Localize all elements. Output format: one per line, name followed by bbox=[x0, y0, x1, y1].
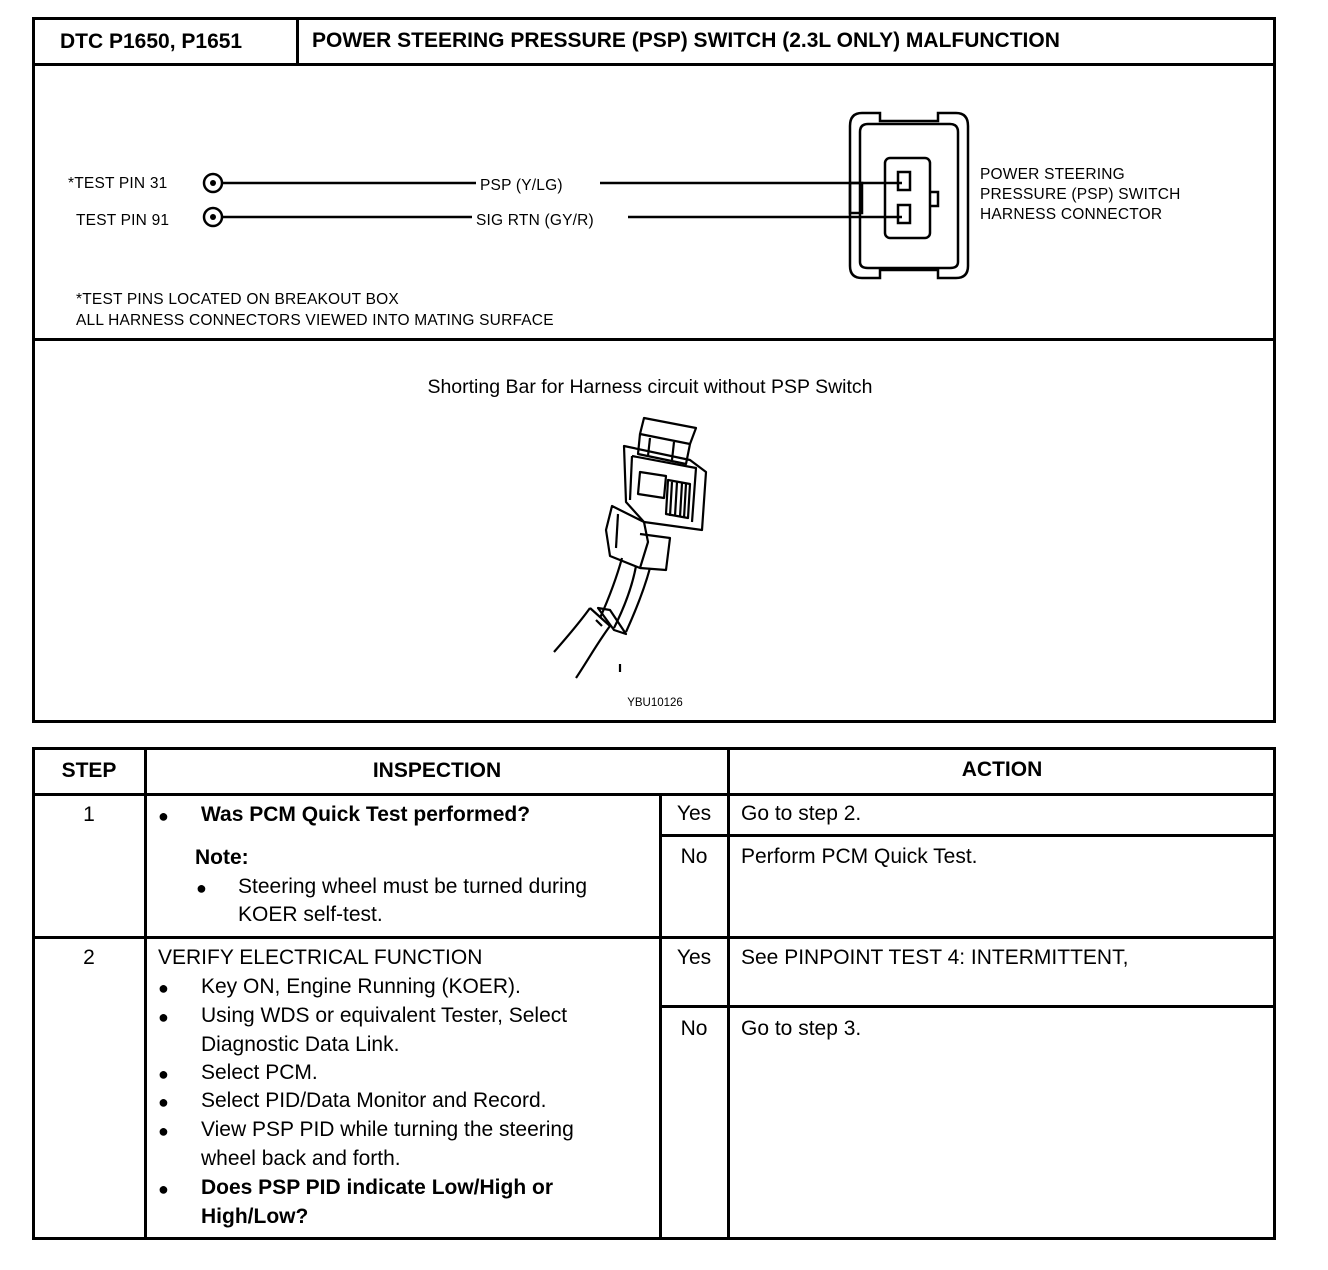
test-pin-31-terminal bbox=[204, 174, 222, 192]
row2-bullet-4: ● bbox=[158, 1092, 169, 1112]
row1-no-action: Perform PCM Quick Test. bbox=[741, 845, 978, 868]
row2-bullet-2-text-line-1: Using WDS or equivalent Tester, Select bbox=[201, 1004, 568, 1027]
wiring-diagram bbox=[0, 0, 1328, 340]
row2-no-action: Go to step 3. bbox=[741, 1017, 862, 1040]
row1-no-label: No bbox=[680, 845, 708, 868]
row2-bullet-5-text-line-2: wheel back and forth. bbox=[201, 1147, 401, 1170]
table-header-divider bbox=[32, 793, 1276, 796]
row2-bullet-3-text: Select PCM. bbox=[201, 1061, 318, 1084]
shorting-bar-illustration bbox=[540, 410, 740, 690]
row1-yes-no-divider bbox=[661, 834, 1276, 837]
row1-yes-label: Yes bbox=[676, 802, 712, 825]
note-line-2: ALL HARNESS CONNECTORS VIEWED INTO MATING SURFACE bbox=[76, 312, 554, 329]
pin-label-31: *TEST PIN 31 bbox=[68, 175, 168, 192]
row2-bullet-4-text: Select PID/Data Monitor and Record. bbox=[201, 1089, 547, 1112]
row1-yes-action: Go to step 2. bbox=[741, 802, 862, 825]
note-line-1: *TEST PINS LOCATED ON BREAKOUT BOX bbox=[76, 291, 399, 308]
wire-label-psp: PSP (Y/LG) bbox=[480, 177, 563, 194]
row1-bullet: ● bbox=[158, 806, 169, 826]
header-step: STEP bbox=[61, 759, 117, 782]
row2-bullet-2: ● bbox=[158, 1007, 169, 1027]
row-divider bbox=[32, 936, 1276, 939]
row2-yes-no-divider bbox=[661, 1005, 1276, 1008]
row2-bullet-5-text-line-1: View PSP PID while turning the steering bbox=[201, 1118, 574, 1141]
row2-bullet-5: ● bbox=[158, 1121, 169, 1141]
row1-note-label: Note: bbox=[195, 846, 249, 869]
figure-caption: Shorting Bar for Harness circuit without PSP Switch bbox=[427, 376, 873, 398]
row2-bullet-6: ● bbox=[158, 1179, 169, 1199]
row1-step-number: 1 bbox=[83, 803, 95, 826]
row2-step-number: 2 bbox=[83, 946, 95, 969]
row1-note-line-1: Steering wheel must be turned during bbox=[238, 875, 588, 898]
row2-yes-label: Yes bbox=[676, 946, 712, 969]
row2-no-label: No bbox=[680, 1017, 708, 1040]
row2-bullet-1: ● bbox=[158, 978, 169, 998]
header-inspection: INSPECTION bbox=[372, 759, 502, 782]
header-action: ACTION bbox=[961, 758, 1043, 781]
test-pin-91-terminal bbox=[204, 208, 222, 226]
figure-ref-code: YBU10126 bbox=[627, 697, 683, 709]
row2-bullet-3: ● bbox=[158, 1064, 169, 1084]
row2-heading: VERIFY ELECTRICAL FUNCTION bbox=[158, 946, 483, 969]
row2-bullet-2-text-line-2: Diagnostic Data Link. bbox=[201, 1033, 400, 1056]
connector-label-line-1: POWER STEERING bbox=[980, 166, 1125, 183]
page-title: POWER STEERING PRESSURE (PSP) SWITCH (2.3L ONLY) MALFUNCTION bbox=[312, 29, 1060, 52]
harness-connector-icon bbox=[850, 113, 968, 278]
row1-note-bullet: ● bbox=[196, 878, 207, 898]
connector-label-line-2: PRESSURE (PSP) SWITCH bbox=[980, 186, 1181, 203]
col-inspection-divider bbox=[727, 747, 730, 1240]
pin-label-91: TEST PIN 91 bbox=[76, 212, 170, 229]
row1-question: Was PCM Quick Test performed? bbox=[201, 803, 531, 826]
row2-question-line-1: Does PSP PID indicate Low/High or bbox=[201, 1176, 554, 1199]
row2-bullet-1-text: Key ON, Engine Running (KOER). bbox=[201, 975, 521, 998]
dtc-code: DTC P1650, P1651 bbox=[60, 30, 243, 53]
wire-label-sig-rtn: SIG RTN (GY/R) bbox=[476, 212, 594, 229]
row2-yes-action: See PINPOINT TEST 4: INTERMITTENT, bbox=[741, 946, 1129, 969]
row1-note-line-2: KOER self-test. bbox=[238, 903, 383, 926]
col-step-divider bbox=[144, 747, 147, 1240]
row2-question-line-2: High/Low? bbox=[201, 1205, 309, 1228]
connector-label-line-3: HARNESS CONNECTOR bbox=[980, 206, 1163, 223]
